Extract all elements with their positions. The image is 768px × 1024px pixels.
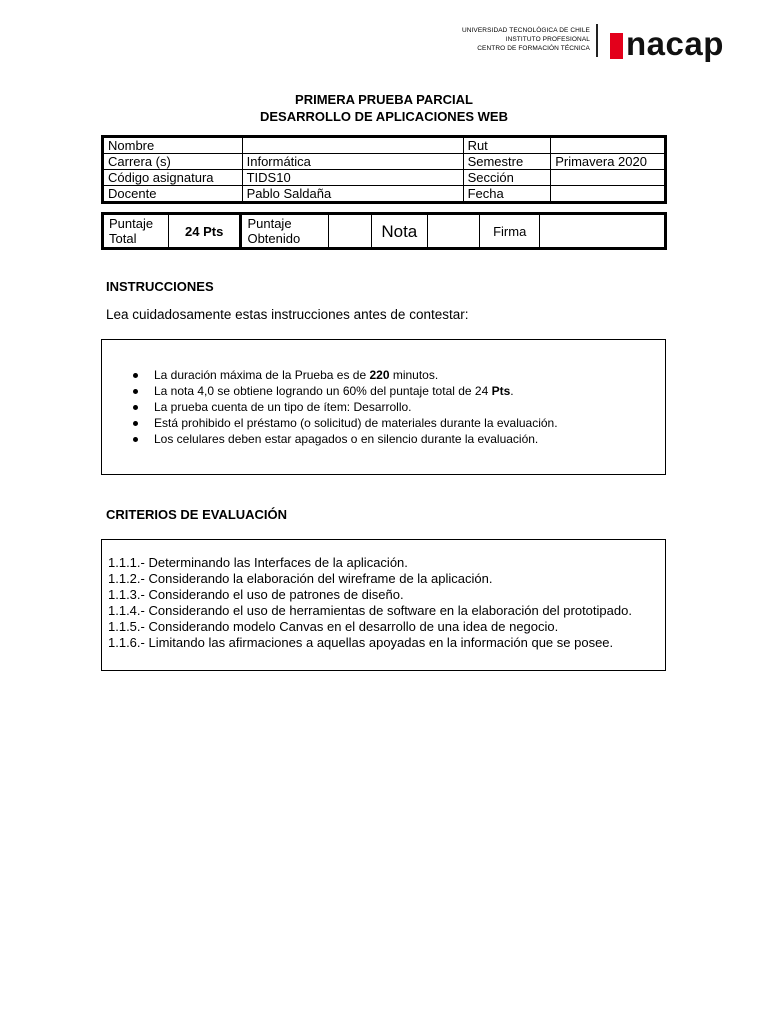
institution-text — [412, 26, 590, 53]
label-puntaje-total-line-1: Puntaje — [109, 216, 154, 231]
label-puntaje-obtenido-line-1: Puntaje — [247, 216, 292, 231]
label-docente: Docente — [103, 186, 243, 203]
criteria-item: 1.1.3.- Considerando el uso de patrones de diseño. — [108, 587, 404, 602]
institution-line-2: INSTITUTO PROFESIONAL — [505, 36, 590, 43]
criteria-item: 1.1.2.- Considerando la elaboración del wireframe de la aplicación. — [108, 571, 493, 586]
value-nombre[interactable] — [242, 137, 463, 154]
label-carrera: Carrera (s) — [103, 154, 243, 170]
value-nota[interactable] — [427, 214, 480, 249]
instructions-list — [102, 367, 665, 447]
value-codigo: TIDS10 — [242, 170, 463, 186]
value-puntaje-obtenido[interactable] — [329, 214, 372, 249]
value-semestre: Primavera 2020 — [551, 154, 666, 170]
label-puntaje-obtenido-line-2: Obtenido — [247, 231, 301, 246]
instructions-box — [101, 339, 666, 475]
list-item: Los celulares deben estar apagados o en silencio durante la evaluación. — [102, 431, 665, 447]
label-puntaje-total — [103, 214, 169, 249]
instructions-intro: Lea cuidadosamente estas instrucciones antes de contestar: — [106, 307, 469, 322]
value-docente: Pablo Saldaña — [242, 186, 463, 203]
value-firma[interactable] — [540, 214, 666, 249]
inacap-logo — [610, 24, 724, 64]
criteria-item: 1.1.5.- Considerando modelo Canvas en el desarrollo de una idea de negocio. — [108, 619, 559, 634]
label-rut: Rut — [463, 137, 551, 154]
label-nombre: Nombre — [103, 137, 243, 154]
list-item: La duración máxima de la Prueba es de 220 minutos. — [102, 367, 665, 383]
value-seccion[interactable] — [551, 170, 666, 186]
table-row — [103, 154, 666, 170]
criteria-box — [101, 539, 666, 671]
value-rut[interactable] — [551, 137, 666, 154]
logo-text: nacap — [626, 25, 724, 62]
criteria-heading: CRITERIOS DE EVALUACIÓN — [106, 507, 288, 522]
table-row — [103, 170, 666, 186]
instructions-heading: INSTRUCCIONES — [106, 279, 214, 294]
label-semestre: Semestre — [463, 154, 551, 170]
label-puntaje-total-line-2: Total — [109, 231, 137, 246]
label-puntaje-obtenido — [241, 214, 329, 249]
criteria-item: 1.1.4.- Considerando el uso de herramientas de software en la elaboración del prototipado. — [108, 603, 632, 618]
table-row — [103, 137, 666, 154]
label-nota: Nota — [371, 214, 427, 249]
value-carrera: Informática — [242, 154, 463, 170]
list-item: La nota 4,0 se obtiene logrando un 60% del puntaje total de 24 Pts. — [102, 383, 665, 399]
student-info-table — [101, 135, 667, 204]
score-table — [101, 212, 667, 250]
value-fecha[interactable] — [551, 186, 666, 203]
document-title-line-1: PRIMERA PRUEBA PARCIAL — [295, 92, 473, 107]
list-item: La prueba cuenta de un tipo de ítem: Desarrollo. — [102, 399, 665, 415]
criteria-list — [102, 555, 665, 651]
criteria-item: 1.1.6.- Limitando las afirmaciones a aquellas apoyadas en la información que se posee. — [108, 635, 614, 650]
list-item: Está prohibido el préstamo (o solicitud) de materiales durante la evaluación. — [102, 415, 665, 431]
label-codigo: Código asignatura — [103, 170, 243, 186]
logo-mark-icon — [610, 33, 623, 59]
institution-line-1: UNIVERSIDAD TECNOLÓGICA DE CHILE — [461, 27, 590, 34]
label-fecha: Fecha — [463, 186, 551, 203]
label-seccion: Sección — [463, 170, 551, 186]
table-row — [103, 214, 666, 249]
label-firma: Firma — [480, 214, 540, 249]
table-row — [103, 186, 666, 203]
criteria-item: 1.1.1.- Determinando las Interfaces de la aplicación. — [108, 555, 408, 570]
document-title-line-2: DESARROLLO DE APLICACIONES WEB — [260, 109, 508, 124]
header-divider — [596, 24, 598, 57]
value-puntaje-total: 24 Pts — [168, 214, 241, 249]
institution-line-3: CENTRO DE FORMACIÓN TÉCNICA — [477, 45, 590, 52]
